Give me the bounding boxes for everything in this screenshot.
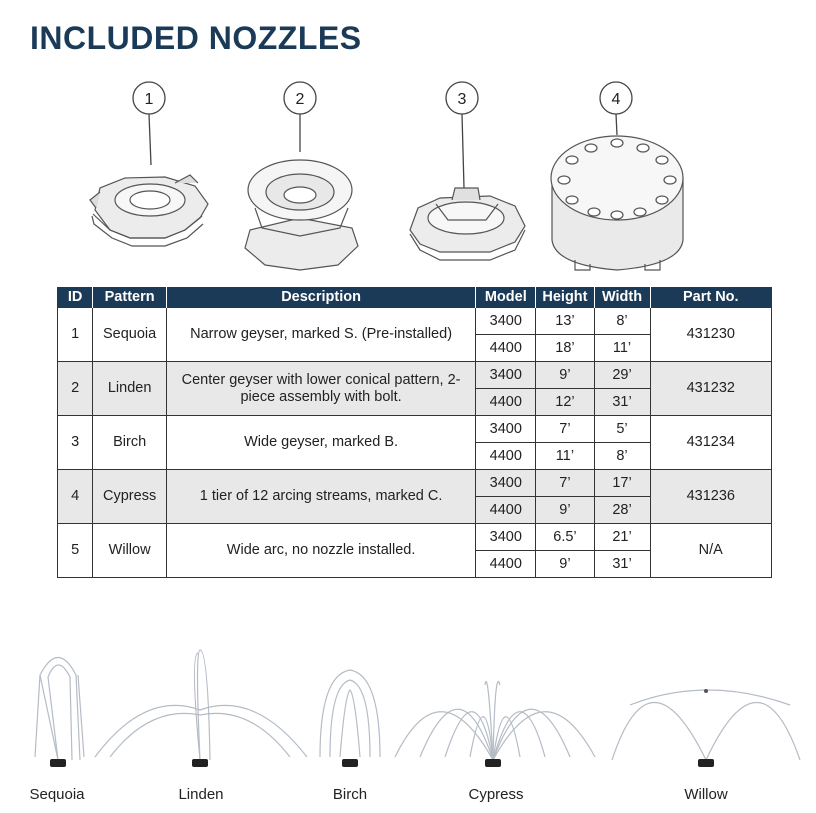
cell-width: 11’: [594, 335, 650, 362]
spray-label-birch: Birch: [332, 786, 368, 803]
cell-height: 12’: [536, 389, 594, 416]
cell-part-no: 431230: [650, 308, 771, 362]
birch-spray: [320, 670, 380, 757]
cell-id: 4: [58, 470, 93, 524]
header-description: Description: [166, 287, 475, 308]
cell-pattern: Birch: [93, 416, 167, 470]
cell-height: 13’: [536, 308, 594, 335]
table-row: [58, 470, 772, 497]
linden-spray: [95, 650, 307, 760]
cell-width: 28’: [594, 497, 650, 524]
cell-id: 5: [58, 524, 93, 578]
cell-height: 9’: [536, 362, 594, 389]
cell-pattern: Willow: [93, 524, 167, 578]
cell-description: Wide arc, no nozzle installed.: [166, 524, 475, 578]
cell-id: 2: [58, 362, 93, 416]
sequoia-spray: [35, 658, 84, 761]
header-model: Model: [476, 287, 536, 308]
cell-description: Wide geyser, marked B.: [166, 416, 475, 470]
cell-model: 4400: [476, 497, 536, 524]
table-row: [58, 524, 772, 551]
willow-spray: [612, 690, 800, 760]
table-row: [58, 308, 772, 335]
callout-4: [600, 82, 632, 135]
spray-label-sequoia: Sequoia: [29, 786, 85, 803]
spray-label-linden: Linden: [178, 786, 224, 803]
table-row: [58, 362, 772, 389]
cell-id: 1: [58, 308, 93, 362]
cell-model: 4400: [476, 335, 536, 362]
cell-height: 6.5’: [536, 524, 594, 551]
cell-model: 4400: [476, 389, 536, 416]
cell-description: Center geyser with lower conical pattern, 2-piece assembly with bolt.: [166, 362, 475, 416]
cell-height: 18’: [536, 335, 594, 362]
cell-id: 3: [58, 416, 93, 470]
cell-height: 9’: [536, 551, 594, 578]
cell-description: 1 tier of 12 arcing streams, marked C.: [166, 470, 475, 524]
callout-3-label: 3: [457, 91, 467, 108]
cell-model: 4400: [476, 443, 536, 470]
cell-model: 3400: [476, 362, 536, 389]
table-header-row: [58, 287, 772, 308]
spray-label-cypress: Cypress: [468, 786, 524, 803]
header-id: ID: [58, 287, 93, 308]
cell-model: 3400: [476, 524, 536, 551]
cell-pattern: Cypress: [93, 470, 167, 524]
callout-4-label: 4: [611, 91, 621, 108]
cell-part-no: 431236: [650, 470, 771, 524]
cell-width: 29’: [594, 362, 650, 389]
cell-width: 31’: [594, 389, 650, 416]
nozzle-4-drawing: [551, 136, 683, 270]
cell-model: 3400: [476, 416, 536, 443]
callout-1-label: 1: [144, 91, 154, 108]
cell-part-no: 431234: [650, 416, 771, 470]
header-height: Height: [536, 287, 594, 308]
cell-width: 8’: [594, 443, 650, 470]
spray-label-willow: Willow: [684, 786, 728, 803]
callout-2-label: 2: [295, 91, 305, 108]
header-pattern: Pattern: [93, 287, 167, 308]
cell-model: 4400: [476, 551, 536, 578]
cell-height: 9’: [536, 497, 594, 524]
table-row: [58, 416, 772, 443]
nozzle-2-drawing: [245, 160, 358, 270]
cell-height: 7’: [536, 416, 594, 443]
cell-width: 17’: [594, 470, 650, 497]
page-title: INCLUDED NOZZLES: [30, 20, 362, 56]
cell-height: 11’: [536, 443, 594, 470]
nozzle-illustrations: [0, 80, 816, 285]
cypress-spray: [395, 682, 595, 760]
cell-part-no: 431232: [650, 362, 771, 416]
cell-width: 8’: [594, 308, 650, 335]
cell-width: 21’: [594, 524, 650, 551]
header-part-no: Part No.: [650, 287, 771, 308]
cell-width: 31’: [594, 551, 650, 578]
cell-model: 3400: [476, 308, 536, 335]
cell-model: 3400: [476, 470, 536, 497]
cell-width: 5’: [594, 416, 650, 443]
cell-description: Narrow geyser, marked S. (Pre-installed): [166, 308, 475, 362]
cell-height: 7’: [536, 470, 594, 497]
nozzle-1-drawing: [90, 175, 208, 246]
cell-part-no: N/A: [650, 524, 771, 578]
cell-pattern: Linden: [93, 362, 167, 416]
nozzle-spec-table: [57, 287, 772, 578]
cell-pattern: Sequoia: [93, 308, 167, 362]
nozzle-3-drawing: [410, 188, 525, 260]
header-width: Width: [594, 287, 650, 308]
